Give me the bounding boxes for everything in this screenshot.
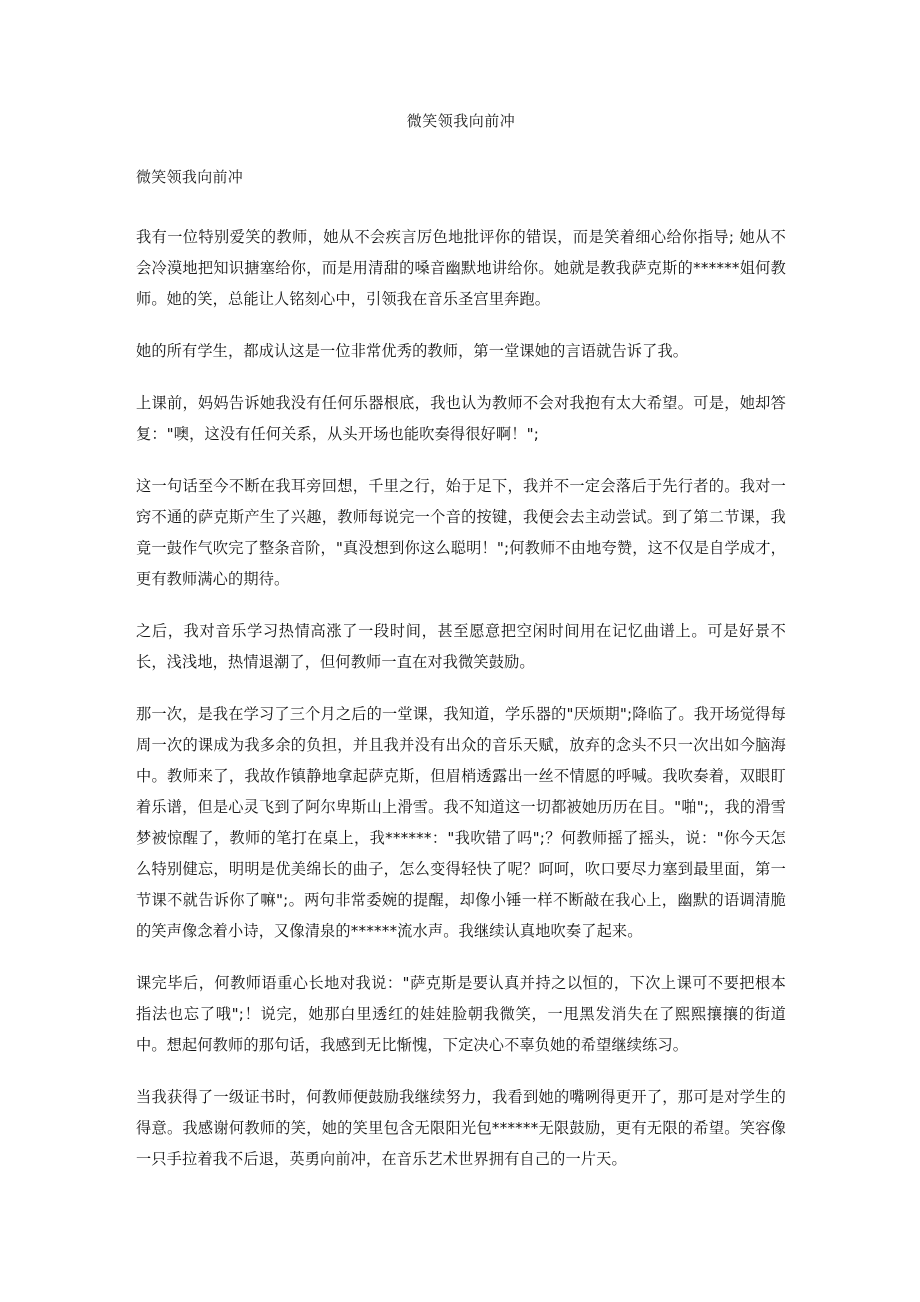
document-subheading: 微笑领我向前冲 xyxy=(136,168,244,186)
paragraph-4: 这一句话至今不断在我耳旁回想，千里之行，始于足下，我并不一定会落后于先行者的。我对一窍不通的萨克斯产生了兴趣，教师每说完一个音的按键，我便会去主动尝试。到了第二节课，我竟一鼓作气吹完了整条音阶，"真没想到你这么聪明！";何教师不由地夸赞，这不仅是自学成才，更有教师满心的期待。 xyxy=(136,477,786,588)
paragraph-8: 当我获得了一级证书时，何教师便鼓励我继续努力，我看到她的嘴咧得更开了，那可是对学生的得意。我感谢何教师的笑，她的笑里包含无限阳光包******无限鼓励，更有无限的希望。笑容像一只手拉着我不后退，英勇向前冲，在音乐艺术世界拥有自己的一片天。 xyxy=(136,1088,786,1168)
document-body xyxy=(136,108,786,1175)
paragraph-1: 我有一位特别爱笑的教师，她从不会疾言厉色地批评你的错误，而是笑着细心给你指导; 她从不会冷漠地把知识搪塞给你，而是用清甜的嗓音幽默地讲给你。她就是教我萨克斯的******姐何教师。她的笑，总能让人铭刻心中，引领我在音乐圣宫里奔跑。 xyxy=(136,228,786,308)
paragraph-6: 那一次，是我在学习了三个月之后的一堂课，我知道，学乐器的"厌烦期";降临了。我开场觉得每周一次的课成为我多余的负担，并且我并没有出众的音乐天赋，放弃的念头不只一次出如今脑海中。教师来了，我故作镇静地拿起萨克斯，但眉梢透露出一丝不情愿的呼喊。我吹奏着，双眼盯着乐谱，但是心灵飞到了阿尔卑斯山上滑雪。我不知道这一切都被她历历在目。"啪";，我的滑雪梦被惊醒了，教师的笔打在桌上，我******："我吹错了吗";？何教师摇了摇头，说："你今天怎么特别健忘，明明是优美绵长的曲子，怎么变得轻快了呢？呵呵，吹口要尽力塞到最里面，第一节课不就告诉你了嘛";。两句非常委婉的提醒，却像小锤一样不断敲在我心上，幽默的语调清脆的笑声像念着小诗，又像清泉的******流水声。我继续认真地吹奏了起来。 xyxy=(136,705,786,940)
paragraph-2: 她的所有学生，都成认这是一位非常优秀的教师，第一堂课她的言语就告诉了我。 xyxy=(136,342,689,360)
document-title: 微笑领我向前冲 xyxy=(406,112,516,130)
paragraph-3: 上课前，妈妈告诉她我没有任何乐器根底，我也认为教师不会对我抱有太大希望。可是，她却答复："噢，这没有任何关系，从头开场也能吹奏得很好啊！"; xyxy=(136,394,786,443)
paragraph-5: 之后，我对音乐学习热情高涨了一段时间，甚至愿意把空闲时间用在记忆曲谱上。可是好景不长，浅浅地，热情退潮了，但何教师一直在对我微笑鼓励。 xyxy=(136,622,786,671)
paragraph-7: 课完毕后，何教师语重心长地对我说："萨克斯是要认真并持之以恒的，下次上课可不要把根本指法也忘了哦";！说完，她那白里透红的娃娃脸朝我微笑，一甩黑发消失在了熙熙攘攘的街道中。想起何教师的那句话，我感到无比惭愧，下定决心不辜负她的希望继续练习。 xyxy=(136,974,786,1054)
